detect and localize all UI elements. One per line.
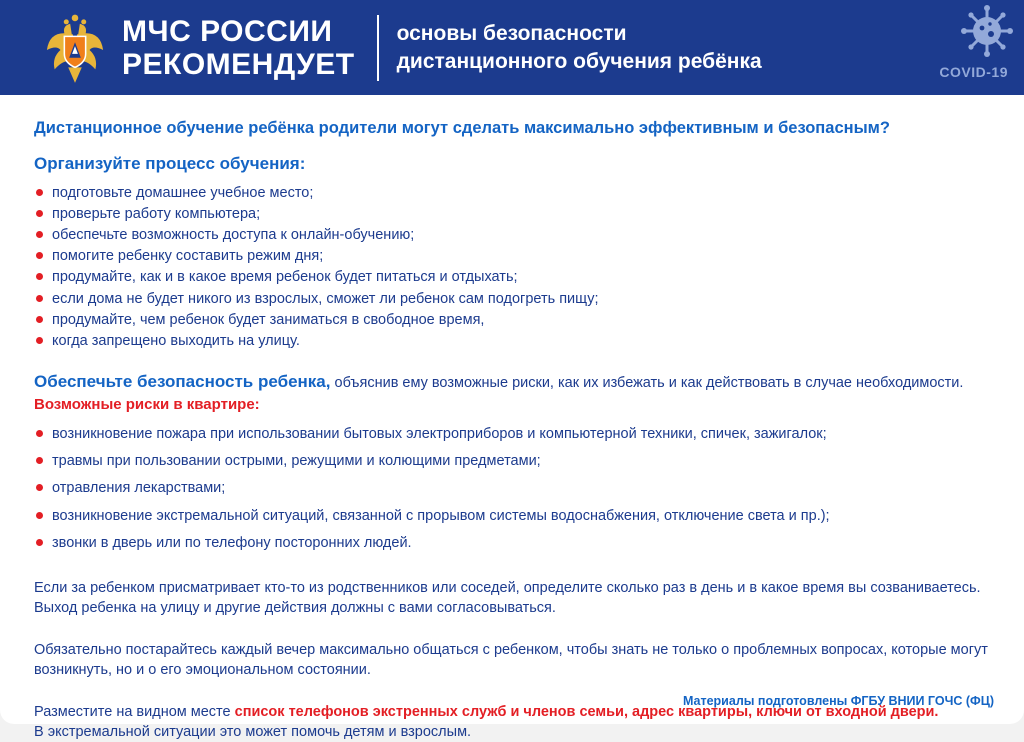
bullet-icon [36,512,43,519]
list-item-text: подготовьте домашнее учебное место; [52,184,314,201]
list-item-text: продумайте, чем ребенок будет заниматься в свободное время, [52,311,485,328]
paragraph-phone-list [34,702,990,742]
risks-title: Возможные риски в квартире: [34,395,260,413]
paragraph-contact: Если за ребенком присматривает кто-то из родственников или соседей, определите сколько раз в день и в какое время вы созваниваетесь. Выход ребенка на улицу и другие действия должны с вами согласовываться. [34,580,981,617]
list-item-text: когда запрещено выходить на улицу. [52,332,300,349]
header [0,0,1024,95]
bullet-icon [36,252,43,259]
list-item-text: обеспечьте возможность доступа к онлайн-обучению; [52,226,415,243]
phone-list-prefix: Разместите на видном месте [34,704,235,721]
page-title: Дистанционное обучение ребёнка родители могут сделать максимально эффективным и безопасным? [34,119,890,137]
list-item [34,448,990,475]
list-item [34,246,990,267]
list-item [34,224,990,245]
phone-list-line2: В экстремальной ситуации это может помочь детям и взрослым. [34,724,472,741]
bullet-icon [36,316,43,323]
bullet-icon [36,539,43,546]
phone-list-highlight: список телефонов экстренных служб и членов семьи, адрес квартиры, ключи от входной двери. [234,704,939,721]
covid-19-label: COVID-19 [939,64,1008,80]
list-item-text: звонки в дверь или по телефону посторонних людей. [52,534,412,551]
list-item [34,421,990,448]
list-item-text: проверьте работу компьютера; [52,205,261,222]
section-safety-title: Обеспечьте безопасность ребенка, [34,371,331,391]
bullet-icon [36,273,43,280]
list-item-text: если дома не будет никого из взрослых, сможет ли ребенок сам подогреть пищу; [52,290,599,307]
credit-line: Материалы подготовлены ФГБУ ВНИИ ГОЧС (ФЦ) [682,694,994,708]
list-item [34,267,990,288]
section-organize-title: Организуйте процесс обучения: [34,154,306,173]
list-item-text: помогите ребенку составить режим дня; [52,248,324,265]
list-item-text: возникновение пожара при использовании бытовых электроприборов и компьютерной техники, спичек, зажигалок; [52,426,827,443]
list-item [34,529,990,556]
list-item [34,502,990,529]
bullet-icon [36,231,43,238]
brand-title [122,15,355,81]
section-safety-line [34,372,990,392]
list-item-text: продумайте, как и в какое время ребенок будет питаться и отдыхать; [52,269,518,286]
brand-line-2: РЕКОМЕНДУЕТ [122,47,355,81]
subtitle-line-2: дистанционного обучения ребёнка [396,49,762,73]
bullet-icon [36,295,43,302]
bullet-icon [36,430,43,437]
risks-list [34,421,990,557]
bullet-icon [36,210,43,217]
bullet-icon [36,484,43,491]
list-item-text: травмы при пользовании острыми, режущими и колющими предметами; [52,453,541,470]
mchs-emblem-icon [44,11,106,85]
list-item [34,330,990,351]
list-item [34,475,990,502]
main-content [0,119,1024,742]
section-safety-rest: объяснив ему возможные риски, как их избежать и как действовать в случае необходимости. [330,374,964,391]
list-item [34,309,990,330]
subtitle-line-1: основы безопасности [396,21,627,45]
list-item [34,203,990,224]
virus-icon [960,4,1014,58]
brand-line-1: МЧС РОССИИ [122,14,333,48]
header-divider [377,15,379,81]
bullet-icon [36,189,43,196]
paragraph-evening-talk: Обязательно постарайтесь каждый вечер максимально общаться с ребенком, чтобы знать не только о проблемных вопросах, которые могут возникнуть, но и о его эмоциональном состоянии. [34,642,988,679]
organize-list [34,182,990,352]
list-item-text: возникновение экстремальной ситуаций, связанной с прорывом системы водоснабжения, отключение света и пр.); [52,507,830,524]
list-item-text: отравления лекарствами; [52,480,226,497]
bullet-icon [36,457,43,464]
header-subtitle [397,20,762,76]
bullet-icon [36,337,43,344]
list-item [34,288,990,309]
list-item [34,182,990,203]
